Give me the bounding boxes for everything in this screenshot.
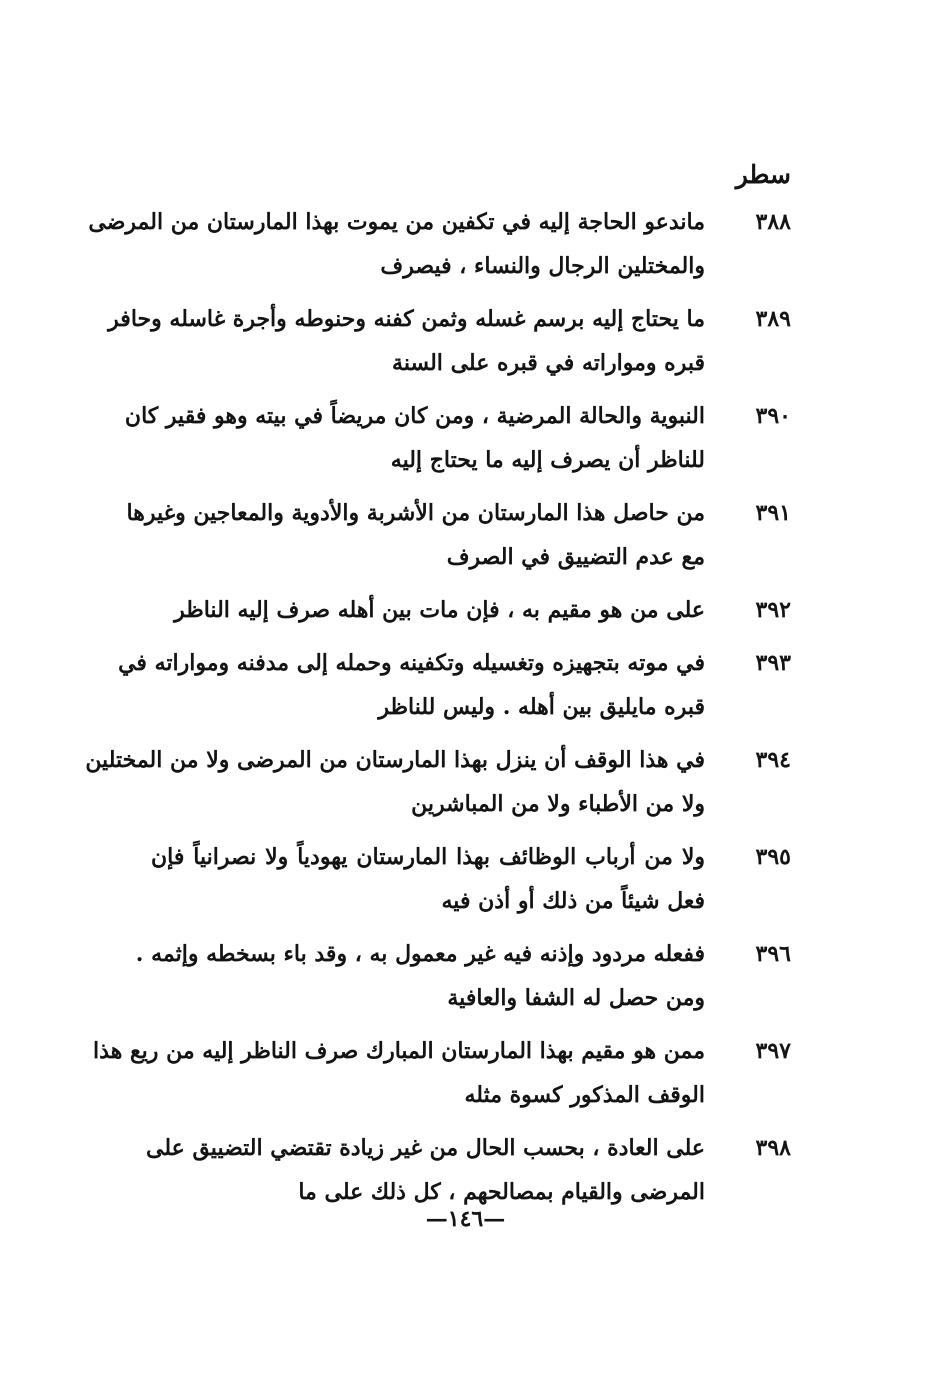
entry-text-line: ممن هو مقيم بهذا المارستان المبارك صرف الناظر إليه من ريع هذا [93,1038,705,1064]
line-entry [93,1029,791,1117]
line-number: ٣٩٢ [755,597,791,623]
line-number: ٣٩٥ [755,844,791,870]
line-number: ٣٩٧ [755,1038,791,1064]
entry-text-line: على من هو مقيم به ، فإن مات بين أهله صرف إليه الناظر [174,597,705,623]
entry-text-line: ماندعو الحاجة إليه في تكفين من يموت بهذا المارستان من المرضى [88,209,705,235]
column-header: سطر [735,160,791,189]
entry-text-line: من حاصل هذا المارستان من الأشربة والأدوية والمعاجين وغيرها [126,500,705,526]
line-entry [85,738,791,826]
entry-text-line: ما يحتاج إليه برسم غسله وثمن كفنه وحنوطه وأجرة غاسله وحافر [108,306,705,332]
line-number: ٣٩٠ [755,403,791,429]
line-number: ٣٩٨ [755,1135,791,1161]
entry-text-line: في هذا الوقف أن ينزل بهذا المارستان من المرضى ولا من المختلين [85,747,705,773]
entry-text-line: ومن حصل له الشفا والعافية [447,985,705,1011]
line-entry [146,1126,791,1214]
entries-list [85,200,791,1223]
entry-text-line: للناظر أن يصرف إليه ما يحتاج إليه [390,447,705,473]
line-number: ٣٩٦ [755,941,791,967]
page-number: —١٤٦— [425,1206,506,1232]
line-entry [88,200,791,288]
line-entry [126,491,791,579]
line-number: ٣٨٨ [755,209,791,235]
entry-text-line: الوقف المذكور كسوة مثله [464,1082,705,1108]
entry-text-line: قبره ومواراته في قبره على السنة [392,350,705,376]
line-number: ٣٩٤ [755,747,791,773]
entry-text-line: ففعله مردود وإذنه فيه غير معمول به ، وقد باء بسخطه وإثمه . [135,941,705,967]
entry-text-line: قبره مايليق بين أهله . وليس للناظر [378,694,705,720]
entry-text-line: في موته بتجهيزه وتغسيله وتكفينه وحمله إلى مدفنه ومواراته في [118,650,705,676]
entry-text-line: فعل شيئاً من ذلك أو أذن فيه [441,888,705,914]
entry-text-line: المرضى والقيام بمصالحهم ، كل ذلك على ما [298,1179,705,1205]
line-number: ٣٩٣ [755,650,791,676]
line-entry [118,641,791,729]
line-number: ٣٩١ [755,500,791,526]
entry-text-line: والمختلين الرجال والنساء ، فيصرف [380,253,705,279]
entry-text-line: ولا من الأطباء ولا من المباشرين [411,791,705,817]
entry-text-line: ولا من أرباب الوظائف بهذا المارستان يهودياً ولا نصرانياً فإن [151,844,705,870]
line-entry [124,394,791,482]
line-entry [108,297,791,385]
line-entry [151,588,791,632]
line-entry [135,932,791,1020]
entry-text-line: مع عدم التضييق في الصرف [446,544,705,570]
entry-text-line: النبوية والحالة المرضية ، ومن كان مريضاً في بيته وهو فقير كان [124,403,705,429]
line-number: ٣٨٩ [755,306,791,332]
line-entry [151,835,791,923]
entry-text-line: على العادة ، بحسب الحال من غير زيادة تقتضي التضييق على [146,1135,705,1161]
